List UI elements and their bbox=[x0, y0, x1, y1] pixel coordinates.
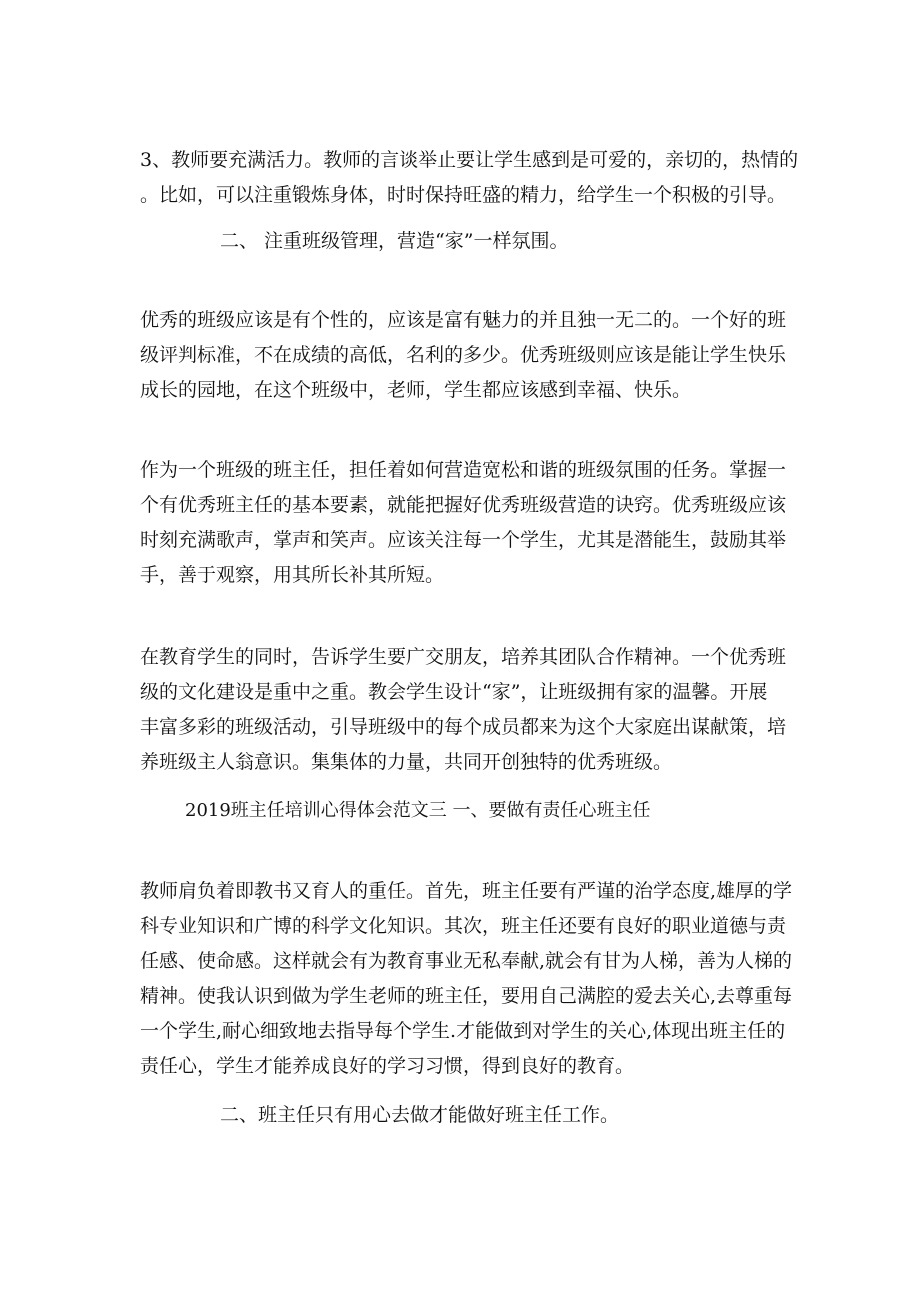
paragraph-3-line-4: 手，善于观察，用其所长补其所短。 bbox=[140, 564, 445, 586]
section-heading-4: 二、班主任只有用心去做才能做好班主任工作。 bbox=[220, 1104, 620, 1126]
section-heading-2: 二、 注重班级管理，营造“家”一样氛围。 bbox=[220, 230, 569, 252]
paragraph-4-line-1: 在教育学生的同时，告诉学生要广交朋友，培养其团队合作精神。一个优秀班 bbox=[140, 646, 787, 668]
paragraph-5-line-3: 任感、使命感。这样就会有为教育事业无私奉献,就会有甘为人梯，善为人梯的 bbox=[140, 950, 793, 972]
paragraph-5-line-2: 科专业知识和广博的科学文化知识。其次，班主任还要有良好的职业道德与责 bbox=[140, 915, 787, 937]
paragraph-4-line-4: 养班级主人翁意识。集集体的力量，共同开创独特的优秀班级。 bbox=[140, 751, 673, 773]
paragraph-2-line-3: 成长的园地，在这个班级中，老师，学生都应该感到幸福、快乐。 bbox=[140, 379, 692, 401]
section-heading-3: 2019班主任培训心得体会范文三 一、要做有责任心班主任 bbox=[185, 800, 651, 821]
paragraph-1-line-1: 3、教师要充满活力。教师的言谈举止要让学生感到是可爱的，亲切的，热情的 bbox=[140, 149, 799, 171]
paragraph-2-line-2: 级评判标准，不在成绩的高低，名利的多少。优秀班级则应该是能让学生快乐 bbox=[140, 344, 787, 366]
paragraph-3-line-1: 作为一个班级的班主任，担任着如何营造宽松和谐的班级氛围的任务。掌握一 bbox=[140, 459, 787, 481]
paragraph-3-line-3: 时刻充满歌声，掌声和笑声。应该关注每一个学生，尤其是潜能生，鼓励其举 bbox=[140, 529, 787, 551]
paragraph-5-line-1: 教师肩负着即教书又育人的重任。首先，班主任要有严谨的治学态度,雄厚的学 bbox=[140, 880, 793, 902]
paragraph-4-line-3: 丰富多彩的班级活动，引导班级中的每个成员都来为这个大家庭出谋献策，培 bbox=[140, 716, 787, 738]
paragraph-5-line-5: 一个学生,耐心细致地去指导每个学生.才能做到对学生的关心,体现出班主任的 bbox=[140, 1020, 786, 1042]
paragraph-2-line-1: 优秀的班级应该是有个性的，应该是富有魅力的并且独一无二的。一个好的班 bbox=[140, 309, 787, 331]
paragraph-4-line-2: 级的文化建设是重中之重。教会学生设计“家”，让班级拥有家的温馨。开展 bbox=[140, 681, 768, 703]
paragraph-3-line-2: 个有优秀班主任的基本要素，就能把握好优秀班级营造的诀窍。优秀班级应该 bbox=[140, 494, 787, 516]
paragraph-5-line-4: 精神。使我认识到做为学生老师的班主任，要用自己满腔的爱去关心,去尊重每 bbox=[140, 985, 793, 1007]
paragraph-1-line-2: 。比如，可以注重锻炼身体，时时保持旺盛的精力，给学生一个积极的引导。 bbox=[140, 184, 787, 206]
paragraph-5-line-6: 责任心，学生才能养成良好的学习习惯，得到良好的教育。 bbox=[140, 1055, 635, 1077]
